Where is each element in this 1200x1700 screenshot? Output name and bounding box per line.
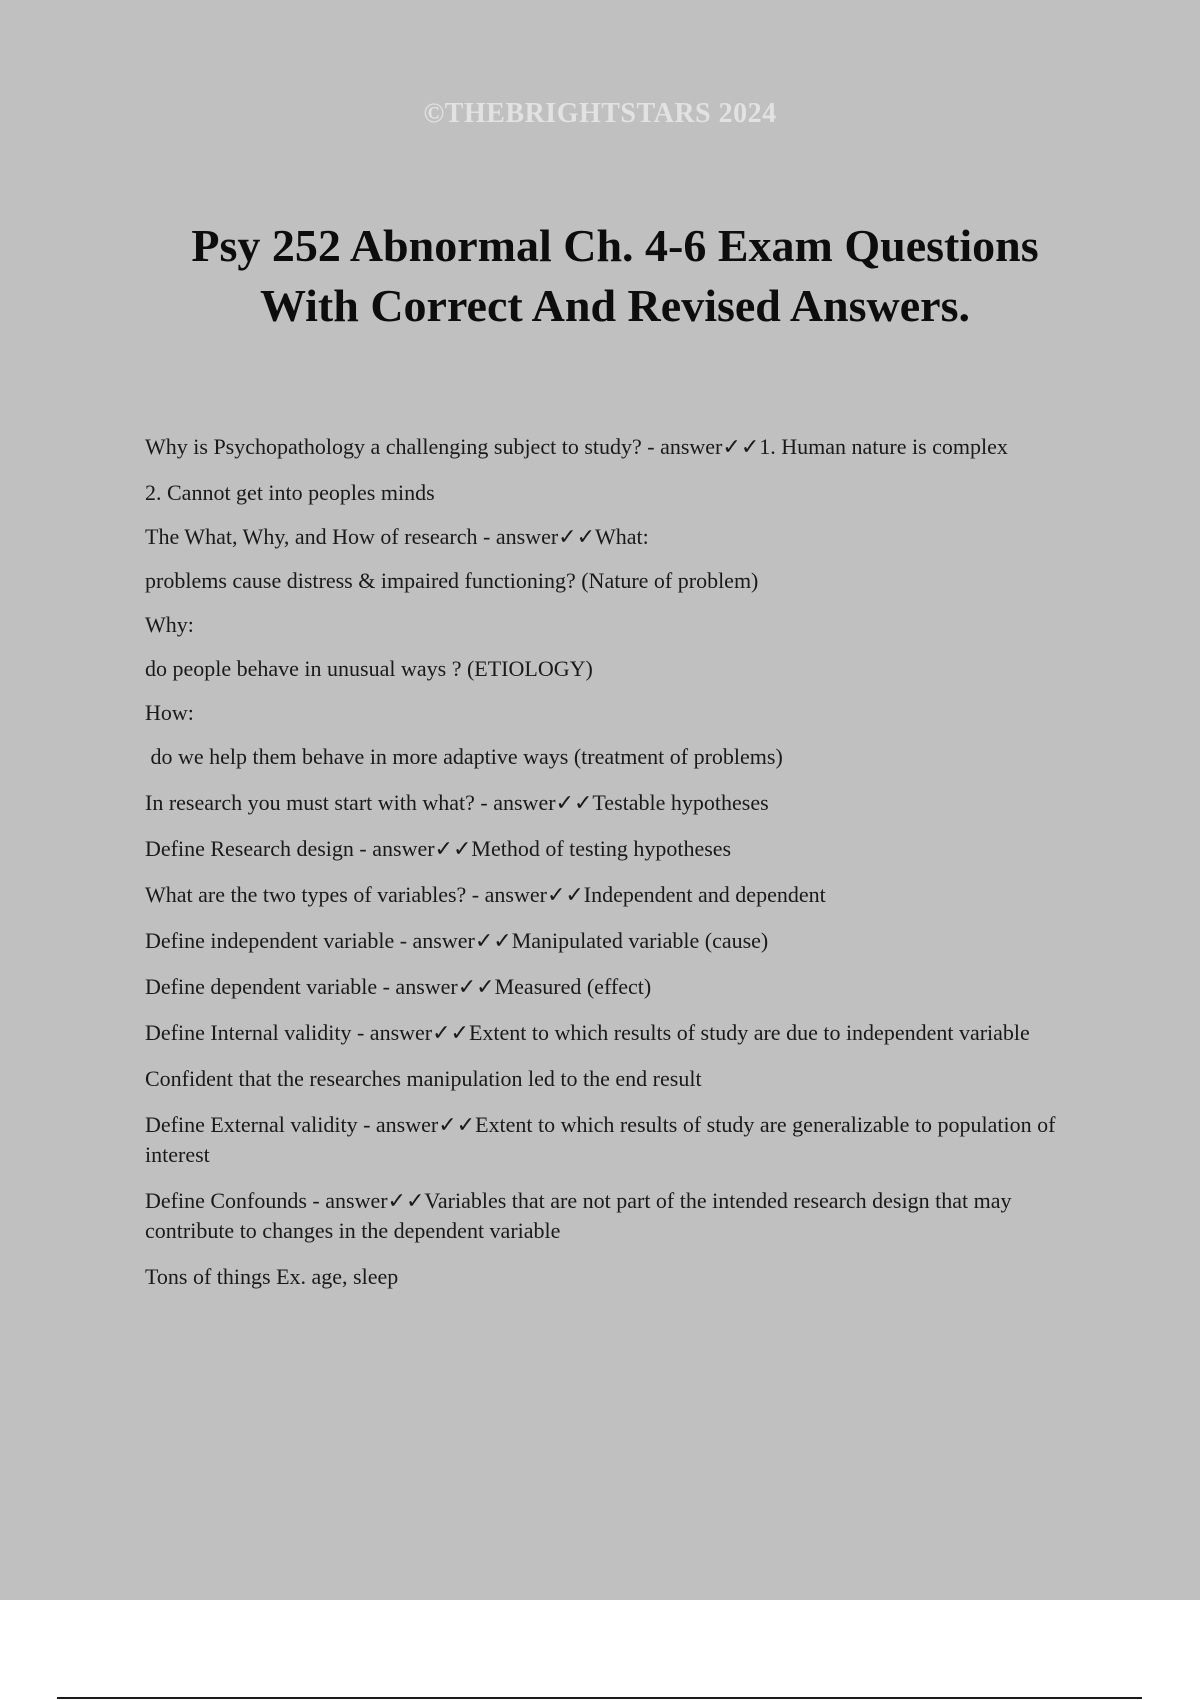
qa-paragraph: Define Confounds - answer✓✓Variables that are not part of the intended research design that may contribute to changes in the dependent variable	[145, 1188, 1017, 1243]
title-line-2: With Correct And Revised Answers.	[259, 280, 970, 331]
qa-paragraph: Define Research design - answer✓✓Method of testing hypotheses	[145, 836, 732, 861]
qa-paragraph: In research you must start with what? - answer✓✓Testable hypotheses	[145, 790, 769, 815]
qa-paragraph: do people behave in unusual ways ? (ETIOLOGY)	[145, 656, 593, 681]
qa-paragraph: Why:	[145, 612, 194, 637]
qa-paragraph: What are the two types of variables? - answer✓✓Independent and dependent	[145, 882, 826, 907]
qa-content	[145, 432, 1070, 1308]
footer-divider	[57, 1697, 1142, 1699]
qa-paragraph: 2. Cannot get into peoples minds	[145, 480, 435, 505]
qa-paragraph: Confident that the researches manipulation led to the end result	[145, 1066, 702, 1091]
qa-paragraph: problems cause distress & impaired functioning? (Nature of problem)	[145, 568, 759, 593]
title-line-1: Psy 252 Abnormal Ch. 4-6 Exam Questions	[191, 220, 1039, 271]
qa-paragraph: Define External validity - answer✓✓Extent to which results of study are generalizable to population of interest	[145, 1112, 1061, 1167]
qa-paragraph: The What, Why, and How of research - answer✓✓What:	[145, 524, 649, 549]
qa-paragraph: Define Internal validity - answer✓✓Extent to which results of study are due to independent variable	[145, 1020, 1030, 1045]
qa-paragraph: Define dependent variable - answer✓✓Measured (effect)	[145, 974, 652, 999]
qa-paragraph: do we help them behave in more adaptive ways (treatment of problems)	[145, 744, 783, 769]
qa-paragraph: How:	[145, 700, 194, 725]
qa-paragraph: Why is Psychopathology a challenging subject to study? - answer✓✓1. Human nature is complex	[145, 434, 1008, 459]
qa-paragraph: Define independent variable - answer✓✓Manipulated variable (cause)	[145, 928, 769, 953]
qa-paragraph: Tons of things Ex. age, sleep	[145, 1264, 399, 1289]
document-title	[60, 216, 1170, 336]
watermark: ©THEBRIGHTSTARS 2024	[423, 98, 777, 129]
